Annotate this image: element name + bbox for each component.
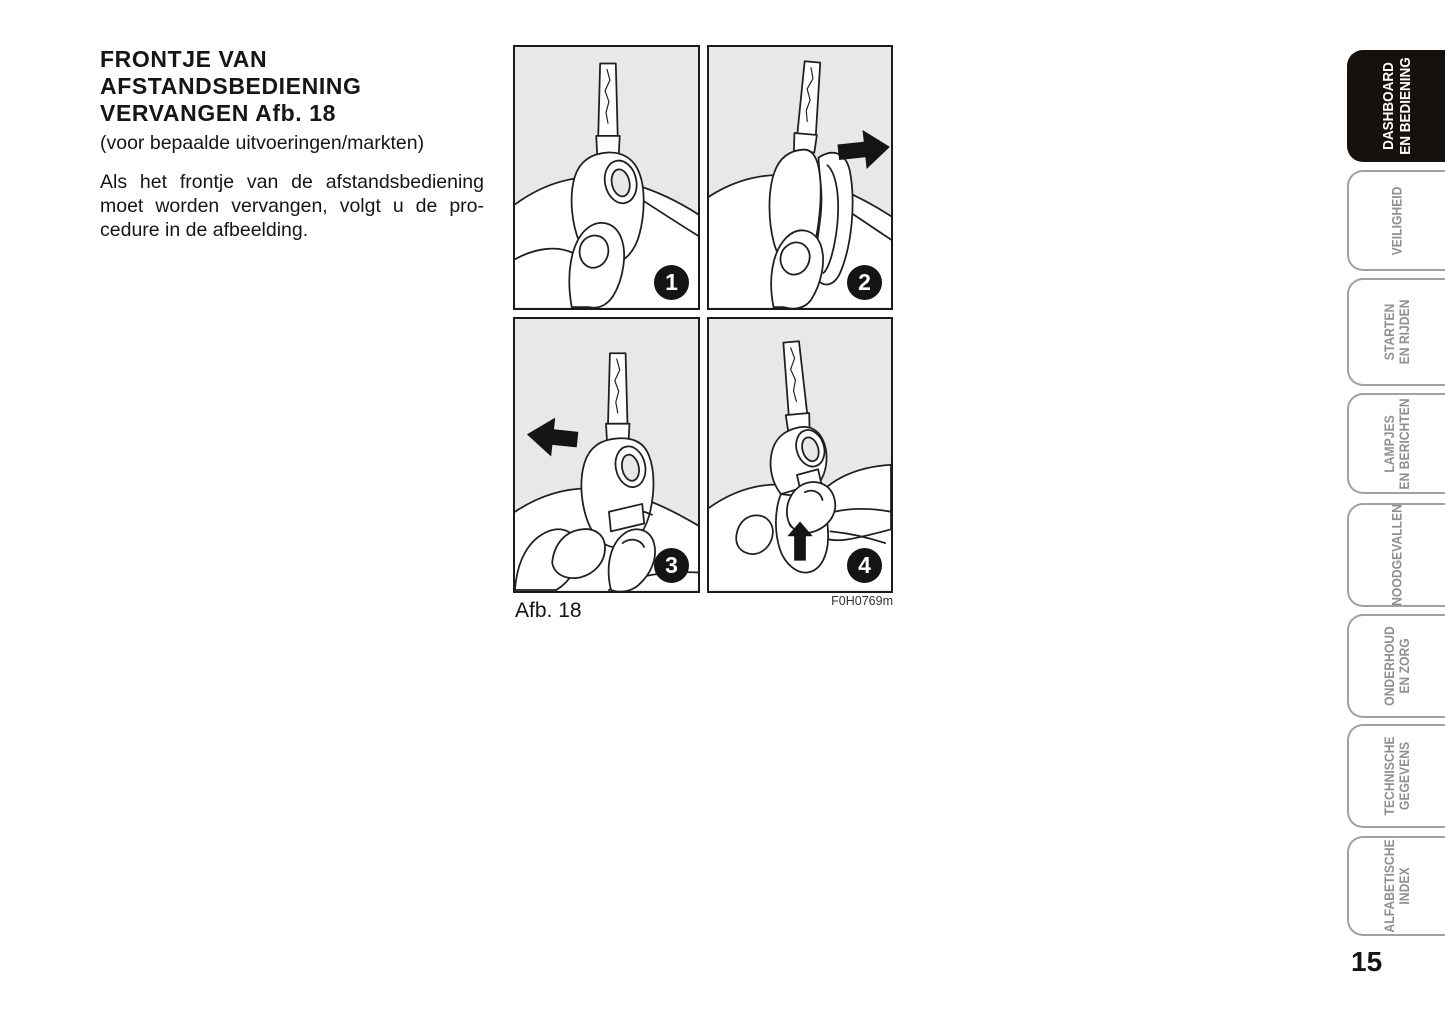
tab-label: LAMPJES EN BERICHTEN (1382, 397, 1412, 490)
body-line: cedure in de afbeelding. (100, 219, 309, 241)
step-number-badge: 2 (847, 265, 882, 300)
figure-panel-3 (513, 317, 700, 593)
step-number-badge: 3 (654, 548, 689, 583)
figure-panel-2 (707, 45, 893, 310)
tab-label: VEILIGHEID (1389, 186, 1405, 255)
subheading: (voor bepaalde uitvoeringen/markten) (100, 132, 425, 154)
step-number-badge: 4 (847, 548, 882, 583)
tab-starten-en-rijden (1347, 278, 1445, 386)
tab-label: NOODGEVALLEN (1389, 504, 1405, 606)
page-title-line: AFSTANDSBEDIENING (100, 73, 362, 99)
figure-caption: Afb. 18 (515, 599, 582, 622)
figure-panel-4 (707, 317, 893, 593)
tab-label: TECHNISCHE GEGEVENS (1382, 736, 1412, 816)
tab-lampjes-en-berichten (1347, 393, 1445, 494)
tab-technische-gegevens (1347, 724, 1445, 828)
figure-reference-code: F0H0769m (831, 594, 893, 608)
page-title-line: FRONTJE VAN (100, 46, 268, 72)
tab-label: DASHBOARD EN BEDIENING (1380, 57, 1414, 155)
body-line: moet worden vervangen, volgt u de pro- (100, 195, 484, 217)
page-number: 15 (1351, 946, 1383, 977)
article (100, 46, 484, 242)
figure-panel-1 (513, 45, 700, 310)
tab-veiligheid (1347, 170, 1445, 271)
step-number-badge: 1 (654, 265, 689, 300)
tab-noodgevallen (1347, 503, 1445, 607)
body-line: Als het frontje van de afstandsbediening (100, 171, 484, 193)
page-title-line: VERVANGEN Afb. 18 (100, 100, 336, 126)
key-illustration (581, 353, 653, 547)
figure-afb-18 (513, 45, 893, 622)
body-paragraph (100, 170, 484, 242)
tab-onderhoud-en-zorg (1347, 614, 1445, 718)
tab-dashboard-en-bediening (1347, 50, 1445, 162)
tab-label: ALFABETISCHE INDEX (1382, 839, 1412, 933)
arrow-left-icon (525, 415, 580, 459)
tab-alfabetische-index (1347, 836, 1445, 936)
tab-label: ONDERHOUD EN ZORG (1382, 626, 1412, 706)
tab-label: STARTEN EN RIJDEN (1382, 299, 1412, 365)
